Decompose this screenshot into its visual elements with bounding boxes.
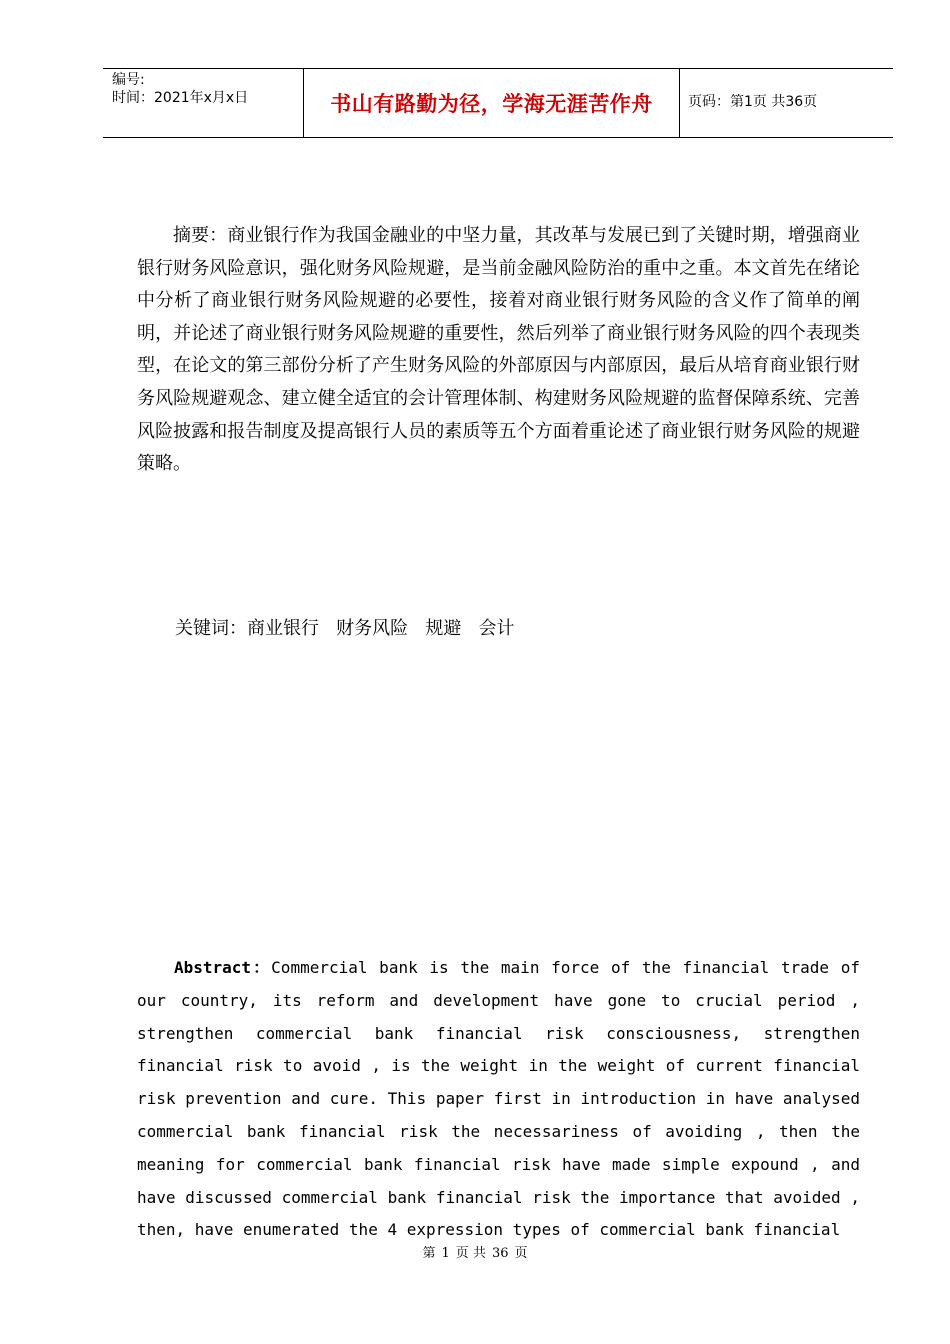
abstract-english-label: Abstract：	[174, 958, 272, 977]
abstract-english	[137, 952, 860, 1247]
footer-total-pages: 36	[491, 1246, 509, 1261]
footer-prefix: 第	[422, 1246, 436, 1261]
footer-page-number: 1	[441, 1246, 450, 1261]
abstract-chinese: 摘要：商业银行作为我国金融业的中坚力量，其改革与发展已到了关键时期，增强商业银行财务风险意识，强化财务风险规避，是当前金融风险防治的重中之重。本文首先在绪论中分析了商业银行财务风险规避的必要性，接着对商业银行财务风险的含义作了简单的阐明，并论述了商业银行财务风险规避的重要性，然后列举了商业银行财务风险的四个表现类型，在论文的第三部份分析了产生财务风险的外部原因与内部原因，最后从培育商业银行财务风险规避观念、建立健全适宜的会计管理体制、构建财务风险规避的监督保障系统、完善风险披露和报告制度及提高银行人员的素质等五个方面着重论述了商业银行财务风险的规避策略。	[137, 225, 860, 475]
page-footer	[0, 1246, 950, 1262]
footer-suffix: 页	[514, 1246, 528, 1261]
motto-text: 书山有路勤为径，学海无涯苦作舟	[330, 92, 653, 116]
date-label: 时间：2021年x月x日	[112, 90, 249, 106]
header-meta-cell	[103, 69, 303, 137]
document-header	[103, 68, 893, 138]
page-code: 页码：第1页 共36页	[688, 94, 818, 110]
header-page-cell	[679, 69, 893, 137]
header-motto-cell	[303, 69, 680, 137]
abstract-english-text: Commercial bank is the main force of the financial trade of our country, its reform and development have gone to crucial period , strengthen commercial bank financial risk consciousness, strengthen financial risk to avoid , is the weight in the weight of current financial risk prevention and cure. This paper first in introduction in have analysed commercial bank financial risk the necessariness of avoiding , then the meaning for commercial bank financial risk have made simple expound , and have discussed commercial bank financial risk the importance that avoided , then, have enumerated the 4 expression types of commercial bank financial	[137, 958, 860, 1240]
footer-middle: 页 共	[455, 1246, 486, 1261]
keywords-line: 关键词：商业银行 财务风险 规避 会计	[175, 618, 515, 639]
serial-number-label: 编号:	[112, 72, 145, 88]
